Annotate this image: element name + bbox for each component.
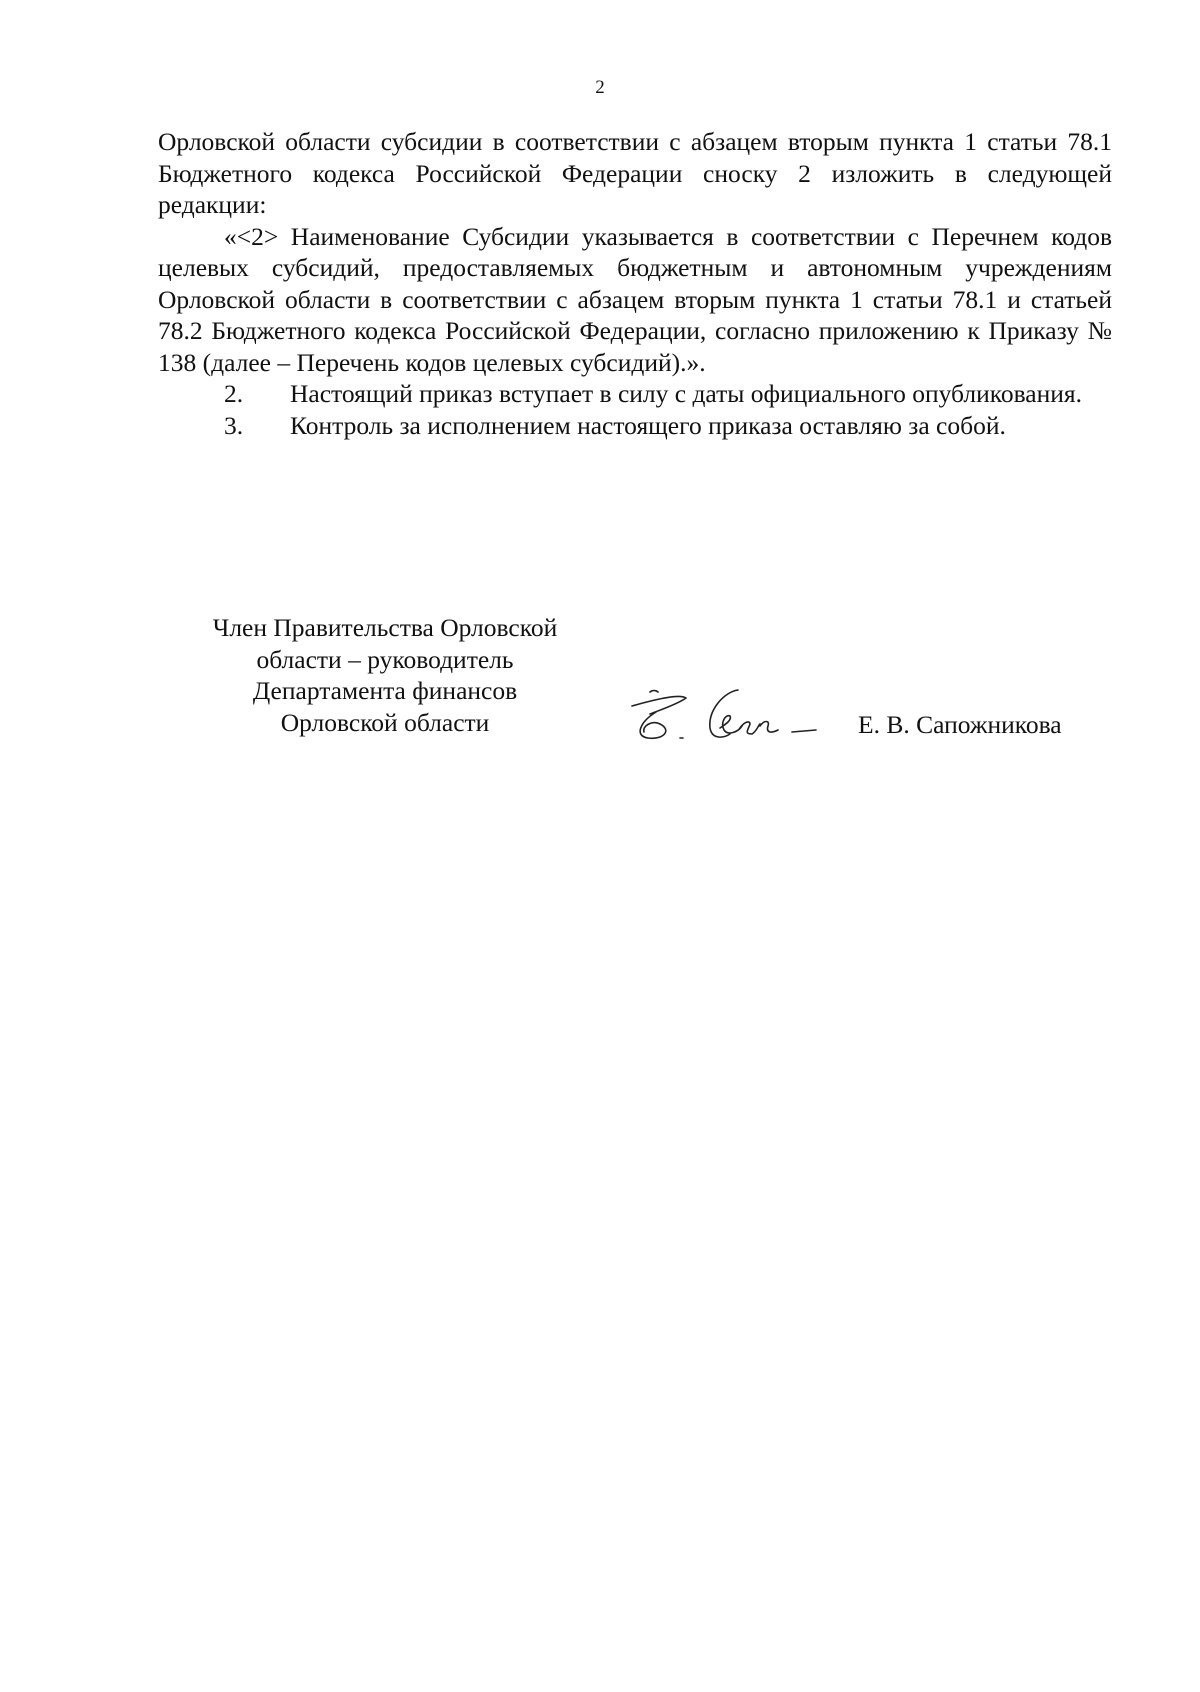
item-text: Настоящий приказ вступает в силу с даты официального опубликования. [290, 379, 1082, 408]
item-text: Контроль за исполнением настоящего приказа оставляю за собой. [290, 410, 1006, 440]
signer-name: Е. В. Сапожникова [858, 710, 1062, 739]
handwritten-signature-icon [620, 676, 820, 756]
position-line: области – руководитель [256, 644, 514, 674]
paragraph-footnote-text: «<2> Наименование Субсидии указывается в соответствии с Перечнем кодов целевых субсидий, предоставляемых бюджетным и автономным учреждениям Орловской области в соответствии с абзацем вторым пункта 1 статьи 78.1 и статьей 78.2 Бюджетного кодекса Российской Федерации, согласно приложению к Приказу № 138 (далее – Перечень кодов целевых субсидий).». [158, 221, 1112, 377]
signatory-position [165, 612, 605, 738]
numbered-item-3 [158, 410, 1112, 442]
position-line: Департамента финансов [252, 676, 518, 705]
numbered-item-2 [158, 378, 1112, 410]
position-line: Орловской области [280, 707, 490, 737]
page-number: 2 [595, 77, 605, 98]
paragraph-continuation: Орловской области субсидии в соответствии с абзацем вторым пункта 1 статьи 78.1 Бюджетного кодекса Российской Федерации сноску 2 изложить в следующей редакции: [158, 127, 1112, 219]
item-number: 2. [224, 379, 244, 408]
document-body [158, 126, 1112, 441]
position-line: Член Правительства Орловской [212, 613, 558, 642]
item-number: 3. [224, 410, 244, 440]
